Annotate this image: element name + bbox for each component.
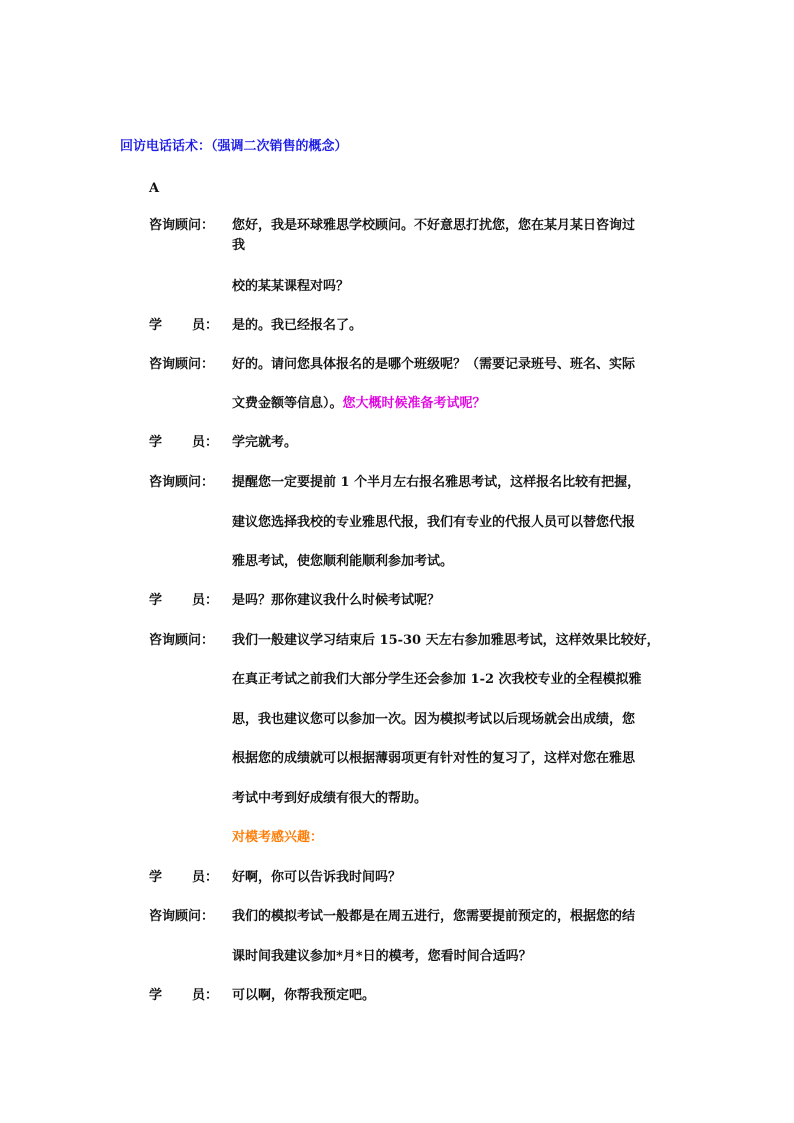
speaker-student: [149, 317, 218, 335]
dialogue-line: 根据您的成绩就可以根据薄弱项更有针对性的复习了，这样对您在雅思: [232, 751, 636, 766]
speaker-student-a: 学: [149, 870, 163, 885]
speaker-student-a: 学: [149, 318, 163, 333]
dialogue-line: 雅思考试，使您顺利能顺利参加考试。: [232, 554, 454, 569]
dialogue-line: 是吗？那你建议我什么时候考试呢？: [232, 593, 441, 608]
speaker-student: [149, 592, 218, 610]
speaker-consultant: 咨询顾问：: [149, 218, 215, 233]
dialogue-line: 好的。请问您具体报名的是哪个班级呢？（需要记录班号、班名、实际: [232, 357, 636, 372]
document-title: 回访电话话术：（强调二次销售的概念）: [120, 139, 348, 154]
speaker-student-b: 员：: [192, 318, 219, 333]
dialogue-line: 思，我也建议您可以参加一次。因为模拟考试以后现场就会出成绩，您: [232, 712, 636, 727]
speaker-consultant: 咨询顾问：: [149, 909, 215, 924]
dialogue-line: 建议您选择我校的专业雅思代报，我们有专业的代报人员可以替您代报: [232, 515, 636, 530]
branch-note: 对模考感兴趣：: [232, 830, 324, 845]
dialogue-line: 在真正考试之前我们大部分学生还会参加 1-2 次我校专业的全程模拟雅: [232, 672, 642, 687]
speaker-student-a: 学: [149, 988, 163, 1003]
dialogue-line: 我们的模拟考试一般都是在周五进行，您需要提前预定的，根据您的结: [232, 909, 636, 924]
dialogue-line: 可以啊，你帮我预定吧。: [232, 988, 376, 1003]
speaker-student-a: 学: [149, 435, 163, 450]
speaker-student: [149, 987, 218, 1005]
highlight-question: 您大概时候准备考试呢？: [342, 396, 486, 411]
dialogue-line: 考试中考到好成绩有很大的帮助。: [232, 791, 428, 806]
speaker-student-a: 学: [149, 593, 163, 608]
dialogue-line: 我: [232, 238, 246, 253]
dialogue-line: [232, 395, 486, 413]
dialogue-line: 您好，我是环球雅思学校顾问。不好意思打扰您，您在某月某日咨询过: [232, 218, 636, 233]
dialogue-line: 好啊，你可以告诉我时间吗？: [232, 870, 402, 885]
speaker-student: [149, 434, 218, 452]
speaker-student: [149, 869, 218, 887]
dialogue-text: 文费金额等信息）。: [232, 396, 343, 411]
speaker-student-b: 员：: [192, 988, 219, 1003]
dialogue-line: 我们一般建议学习结束后 15-30 天左右参加雅思考试，这样效果比较好，: [232, 633, 660, 648]
speaker-student-b: 员：: [192, 435, 219, 450]
dialogue-line: 课时间我建议参加*月*日的模考，您看时间合适吗？: [232, 949, 532, 964]
dialogue-line: 是的。我已经报名了。: [232, 318, 363, 333]
speaker-student-b: 员：: [192, 593, 219, 608]
speaker-student-b: 员：: [192, 870, 219, 885]
section-label: A: [149, 181, 160, 196]
dialogue-line: 提醒您一定要提前 1 个半月左右报名雅思考试，这样报名比较有把握，: [232, 475, 641, 490]
speaker-consultant: 咨询顾问：: [149, 475, 215, 490]
speaker-consultant: 咨询顾问：: [149, 357, 215, 372]
dialogue-line: 学完就考。: [232, 435, 298, 450]
speaker-consultant: 咨询顾问：: [149, 633, 215, 648]
dialogue-line: 校的某某课程对吗？: [232, 279, 350, 294]
